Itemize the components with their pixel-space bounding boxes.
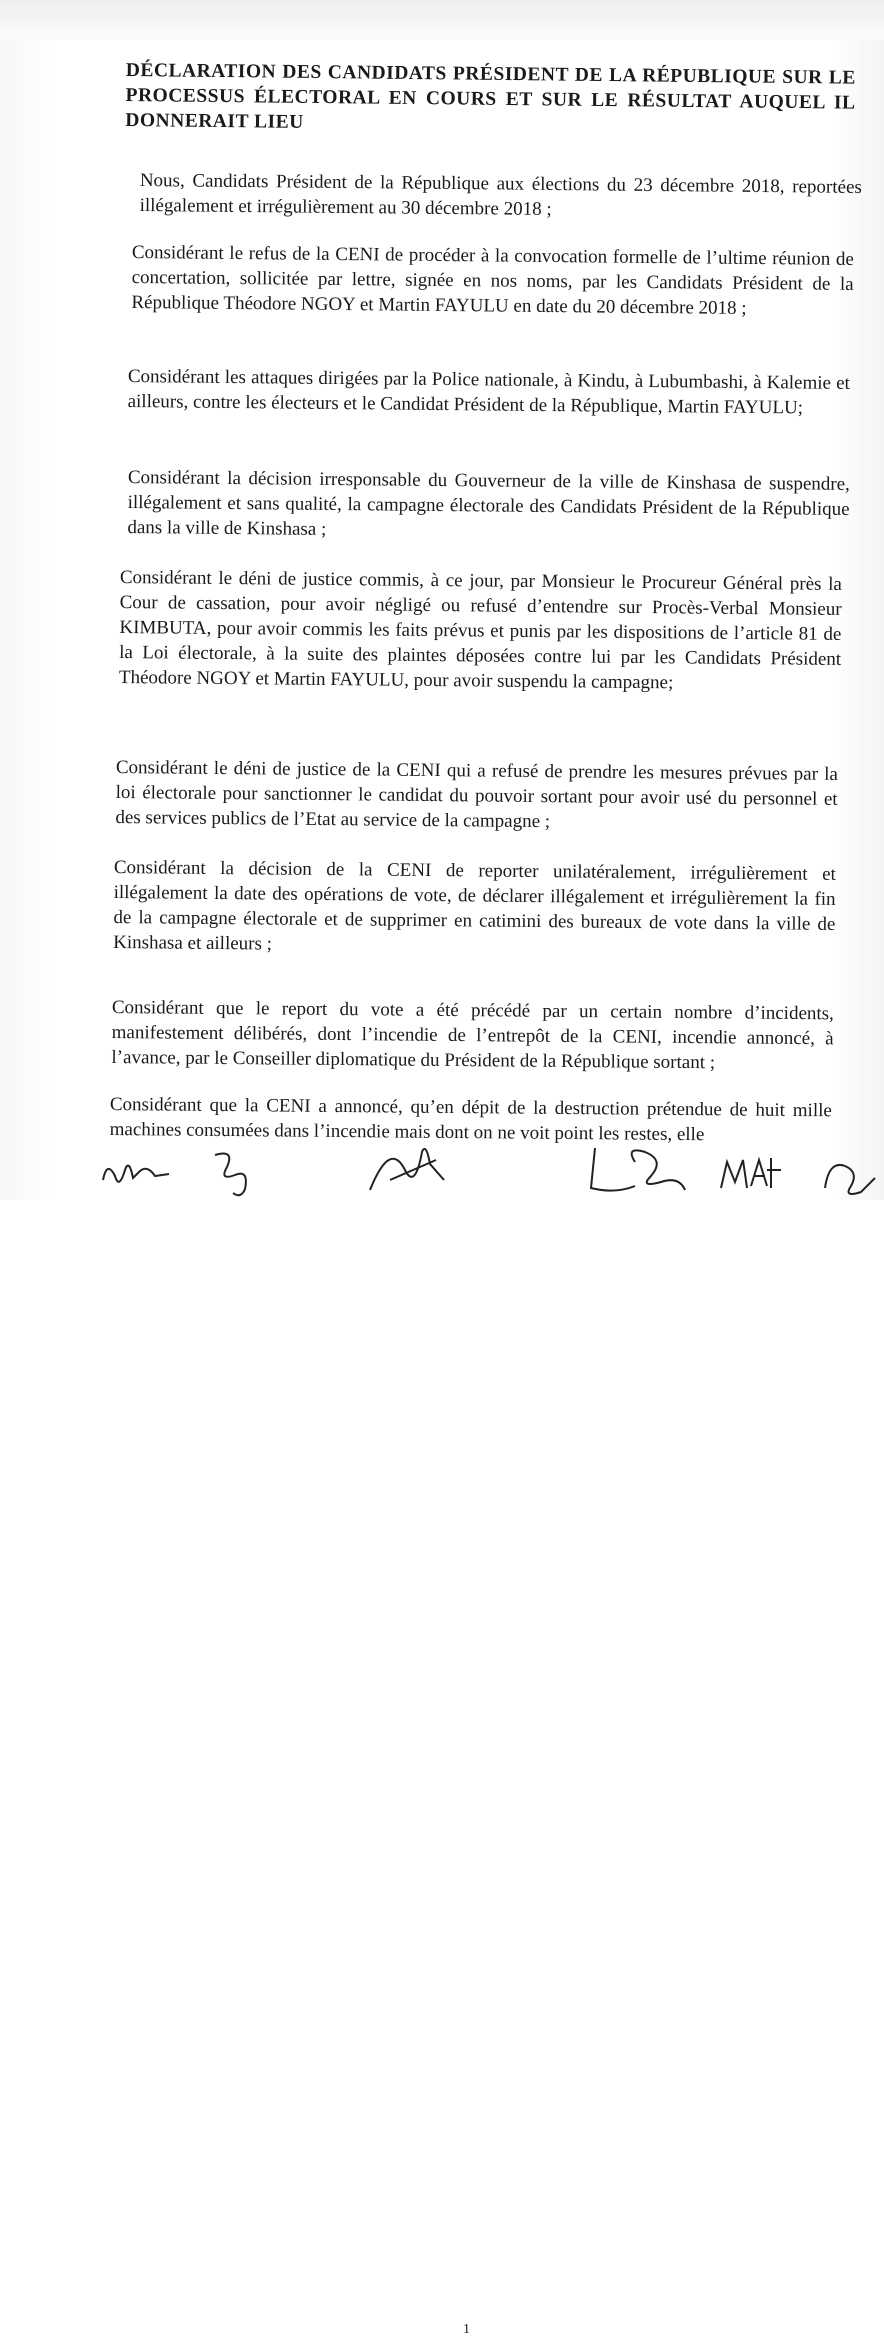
- paragraph-8: Considérant que le report du vote a été précédé par un certain nombre d’incidents, manifestement délibérés, dont l’incendie de l’entrepôt de la CENI, incendie annoncé, à l’avance, par le Conseiller diplomatique du Président de la République sortant ;: [111, 996, 834, 1074]
- paragraph-3: Considérant les attaques dirigées par la Police nationale, à Kindu, à Lubumbashi, à Kalemie et ailleurs, contre les électeurs et le Candidat Président de la République, Martin FAYULU;: [127, 365, 850, 419]
- signature-2: [205, 1145, 265, 1200]
- document-title: DÉCLARATION DES CANDIDATS PRÉSIDENT DE LA RÉPUBLIQUE SUR LE PROCESSUS ÉLECTORAL EN COURS ET SUR LE RÉSULTAT AUQUEL IL DONNERAIT LIEU: [125, 59, 856, 133]
- paragraph-4: Considérant la décision irresponsable du Gouverneur de la ville de Kinshasa de suspendre, illégalement et sans qualité, la campagne électorale des Candidats Président de la République dans la ville de Kinshasa ;: [127, 466, 850, 540]
- signature-1: [95, 1150, 175, 1195]
- paragraph-7: Considérant la décision de la CENI de reporter unilatéralement, irrégulièrement et illégalement la date des opérations de vote, de déclarer illégalement et irrégulièrement la fin de la campagne électorale et de supprimer en catimini des bureaux de vote dans la ville de Kinshasa et ailleurs ;: [113, 856, 836, 955]
- signature-6: [815, 1148, 884, 1200]
- signature-5: [715, 1148, 785, 1198]
- signature-3: [360, 1140, 450, 1200]
- paragraph-1: Nous, Candidats Président de la République aux élections du 23 décembre 2018, reportées illégalement et irrégulièrement au 30 décembre 2018 ;: [139, 169, 862, 220]
- paragraph-5: Considérant le déni de justice commis, à ce jour, par Monsieur le Procureur Général près la Cour de cassation, pour avoir négligé ou refusé d’entendre sur Procès-Verbal Monsieur KIMBUTA, pour avoir commis les faits prévus et punis par les dispositions de l’article 81 de la Loi électorale, à la suite des plaintes déposées contre lui par les Candidats Président Théodore NGOY et Martin FAYULU, pour avoir suspendu la campagne;: [118, 566, 842, 694]
- paragraph-6: Considérant le déni de justice de la CENI qui a refusé de prendre les mesures prévues par la loi électorale pour sanctionner le candidat du pouvoir sortant pour avoir usé du personnel et des services publics de l’Etat au service de la campagne ;: [115, 756, 838, 833]
- signatures-row: [0, 1140, 884, 2337]
- page-shadow: [0, 0, 884, 40]
- paragraph-9: Considérant que la CENI a annoncé, qu’en dépit de la destruction prétendue de huit mille machines consumées dans l’incendie mais dont on ne voit point les restes, elle: [109, 1093, 832, 1146]
- paragraph-2: Considérant le refus de la CENI de procéder à la convocation formelle de l’ultime réunion de concertation, sollicitée par lettre, signée en nos noms, par les Candidats Président de la République Théodore NGOY et Martin FAYULU en date du 20 décembre 2018 ;: [131, 241, 854, 319]
- page-number: 1: [463, 2322, 470, 2337]
- signature-4: [575, 1142, 695, 1200]
